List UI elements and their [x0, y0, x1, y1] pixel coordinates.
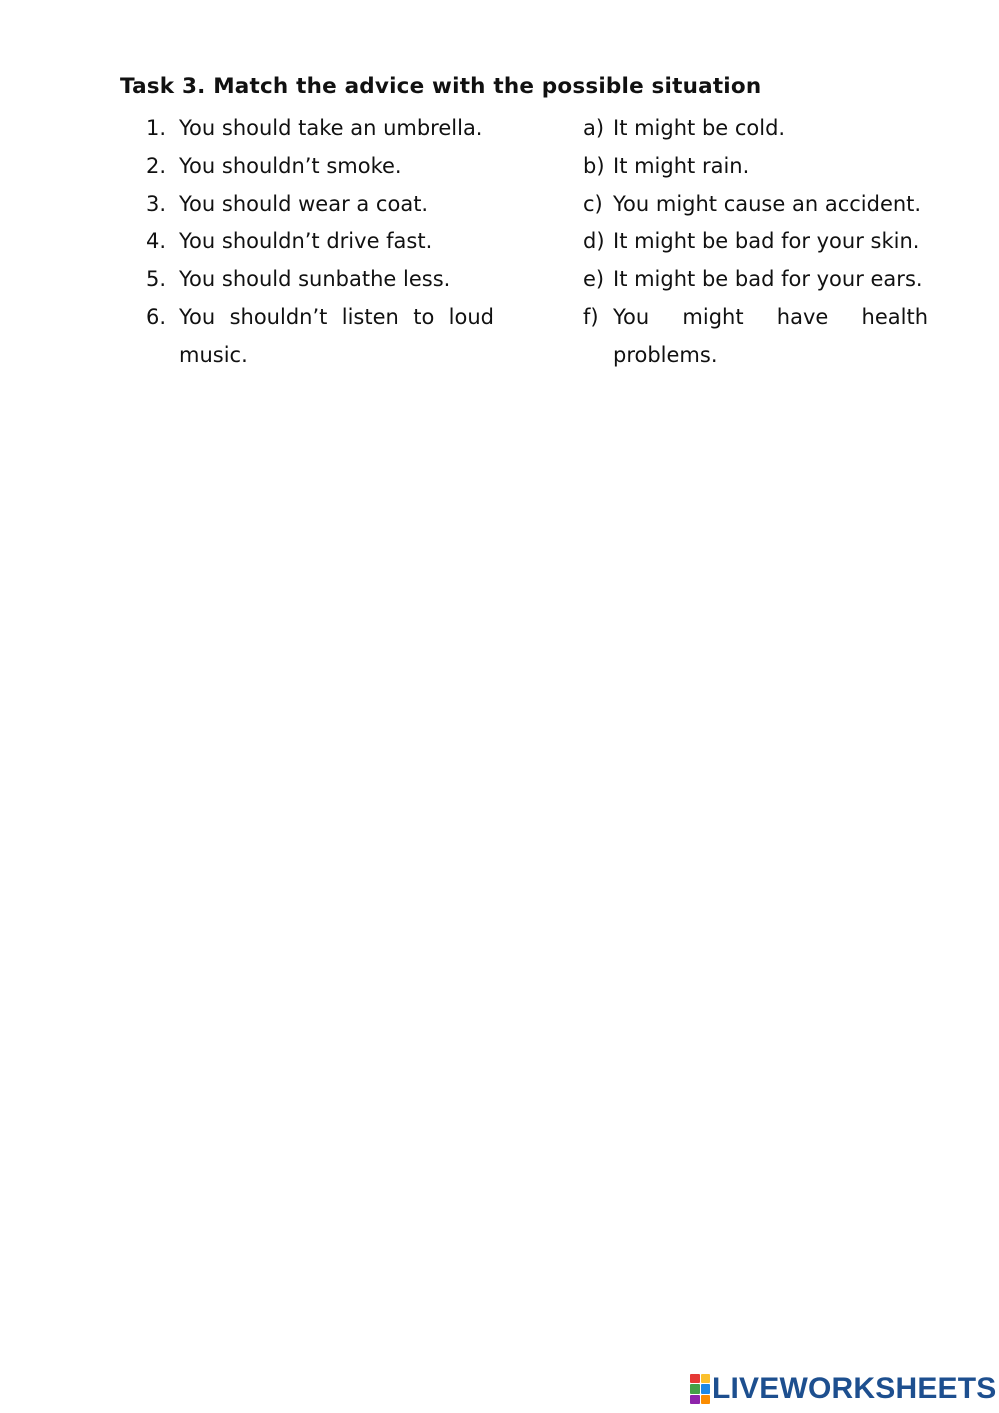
logo-square [701, 1384, 711, 1393]
advice-number: 1. [146, 116, 167, 140]
situation-item [583, 186, 928, 224]
situation-letter: e) [583, 267, 605, 292]
advice-item [146, 110, 494, 148]
situation-letter: f) [583, 304, 599, 329]
situation-text: You might cause an accident. [613, 191, 922, 216]
situation-letter: d) [583, 229, 605, 254]
logo-square [690, 1395, 700, 1404]
logo-square [701, 1374, 711, 1383]
advice-number: 5. [146, 267, 167, 292]
advice-item [146, 261, 494, 299]
advice-number: 6. [146, 304, 167, 329]
advice-list [146, 110, 494, 375]
advice-item [146, 186, 494, 224]
situation-item [583, 299, 928, 375]
situation-item [583, 148, 928, 186]
advice-text: You shouldn’t drive fast. [179, 229, 433, 254]
logo-text: LIVEWORKSHEETS [712, 1372, 997, 1405]
logo-square [690, 1374, 700, 1383]
situation-letter: a) [583, 116, 605, 140]
advice-number: 3. [146, 191, 167, 216]
situation-text: You might have health problems. [613, 304, 928, 367]
situation-item [583, 110, 928, 148]
liveworksheets-logo-icon [690, 1374, 710, 1404]
advice-item [146, 299, 494, 375]
situation-item [583, 261, 928, 299]
situation-text: It might be bad for your skin. [613, 229, 920, 254]
advice-text: You should wear a coat. [179, 191, 429, 216]
task-title: Task 3. Match the advice with the possible situation [120, 74, 762, 99]
advice-item [146, 223, 494, 261]
advice-item [146, 148, 494, 186]
advice-number: 4. [146, 229, 167, 254]
logo-square [690, 1384, 700, 1393]
situation-text: It might rain. [613, 153, 750, 178]
advice-text: You shouldn’t listen to loud music. [179, 304, 494, 367]
situation-text: It might be bad for your ears. [613, 267, 923, 292]
situation-text: It might be cold. [613, 116, 786, 140]
situation-list [583, 110, 928, 375]
situation-letter: b) [583, 153, 605, 178]
liveworksheets-logo [690, 1372, 997, 1406]
advice-text: You shouldn’t smoke. [179, 153, 402, 178]
logo-square [701, 1395, 711, 1404]
advice-text: You should take an umbrella. [179, 116, 483, 140]
situation-letter: c) [583, 191, 603, 216]
advice-number: 2. [146, 153, 167, 178]
advice-text: You should sunbathe less. [179, 267, 451, 292]
situation-item [583, 223, 928, 261]
